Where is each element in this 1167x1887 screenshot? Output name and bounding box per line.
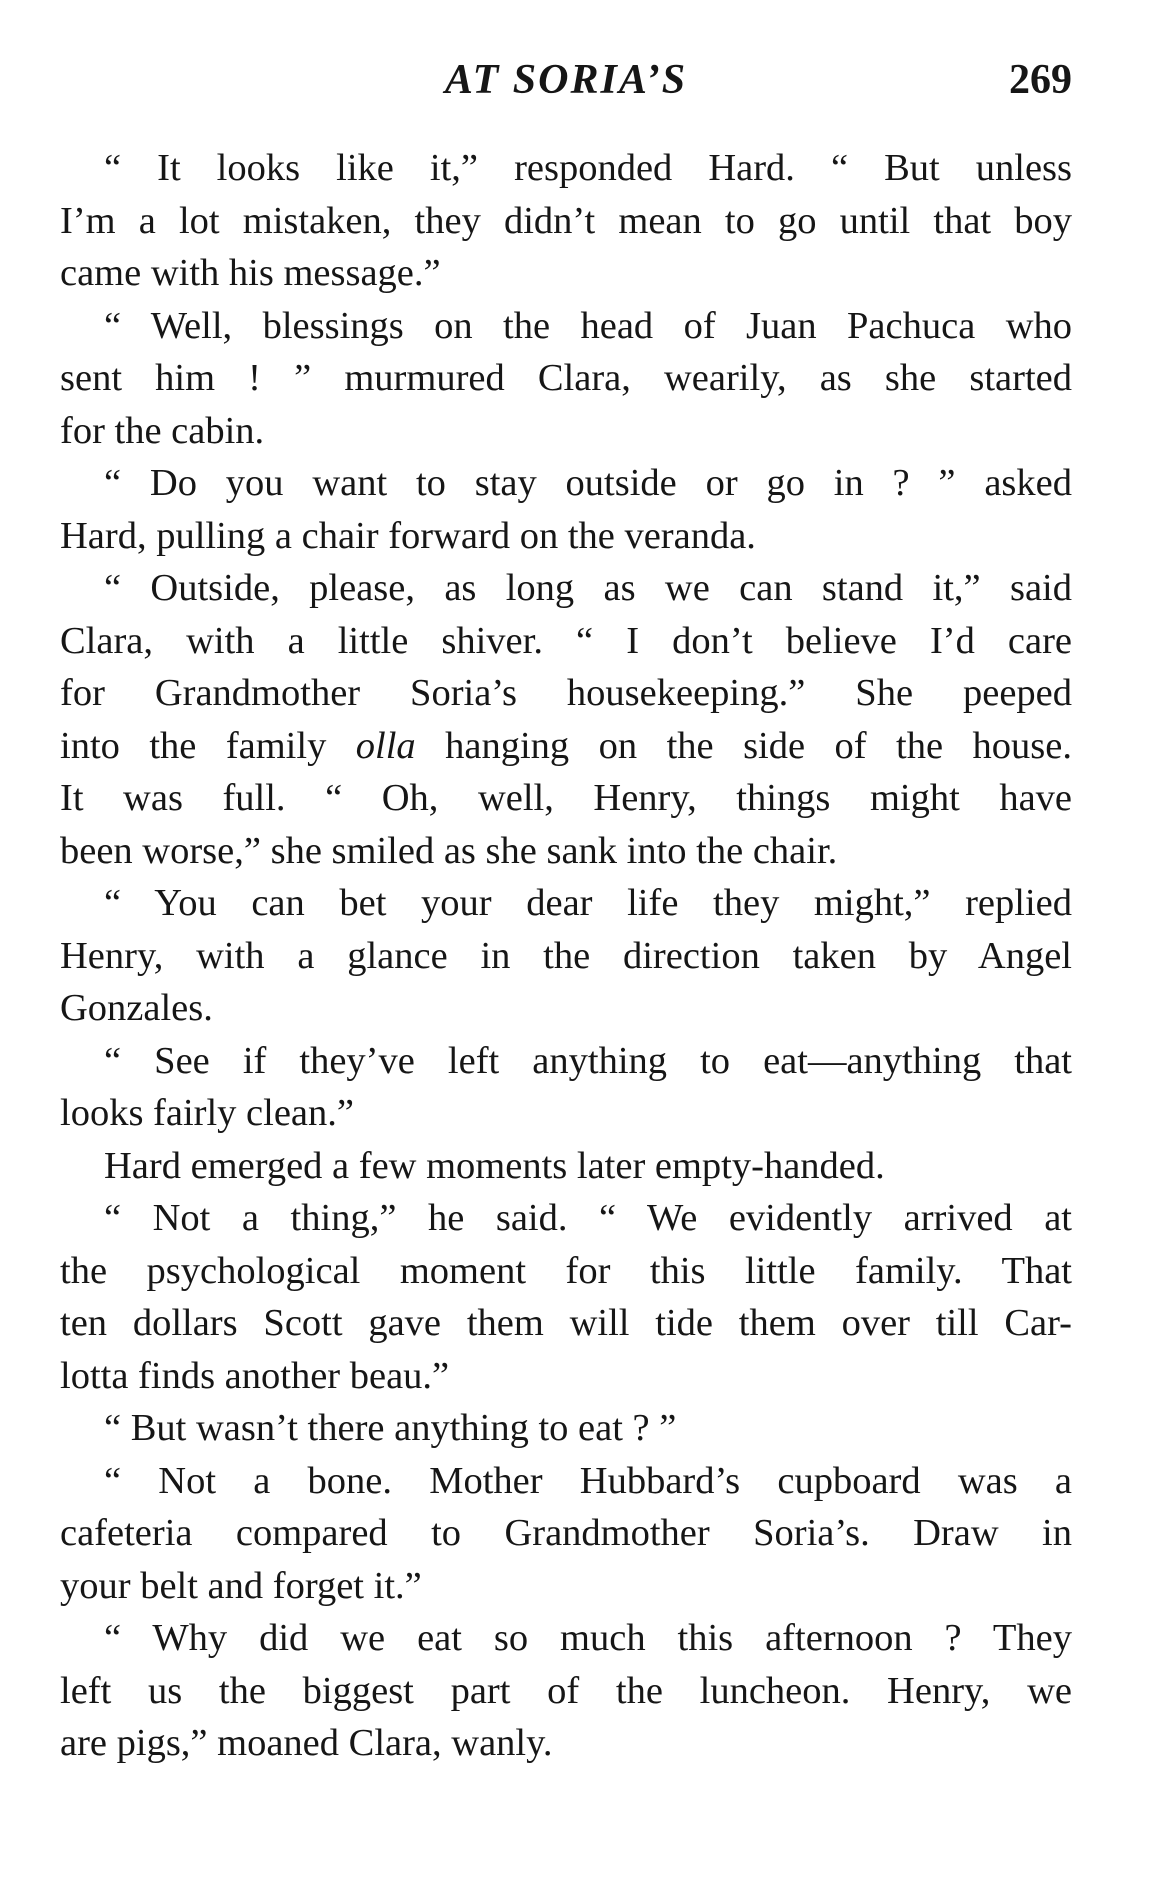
text-line: “ Not a thing,” he said. “ We evidently arrived at bbox=[104, 1197, 1072, 1239]
text-line: are pigs,” moaned Clara, wanly. bbox=[60, 1722, 553, 1764]
text-line: been worse,” she smiled as she sank into the chair. bbox=[60, 829, 838, 872]
text-line: sent him ! ” murmured Clara, wearily, as she started bbox=[60, 357, 1072, 399]
text-line: Clara, with a little shiver. “ I don’t believe I’d care bbox=[60, 619, 1072, 662]
paragraph bbox=[60, 562, 1072, 877]
text-line: “ Outside, please, as long as we can stand it,” said bbox=[104, 567, 1072, 609]
paragraph bbox=[60, 1140, 1072, 1193]
paragraph bbox=[60, 142, 1072, 300]
text-line: lotta finds another beau.” bbox=[60, 1354, 450, 1397]
text-line: for Grandmother Soria’s housekeeping.” She peeped bbox=[60, 672, 1072, 714]
paragraph bbox=[60, 1192, 1072, 1402]
text-line: It was full. “ Oh, well, Henry, things might have bbox=[60, 777, 1072, 819]
text-line: Hard, pulling a chair forward on the veranda. bbox=[60, 514, 756, 557]
paragraph bbox=[60, 300, 1072, 458]
text-line: ten dollars Scott gave them will tide them over till Car- bbox=[60, 1302, 1072, 1344]
text-line: left us the biggest part of the luncheon. Henry, we bbox=[60, 1669, 1072, 1712]
text-line: “ Well, blessings on the head of Juan Pachuca who bbox=[104, 304, 1072, 347]
text-line: “ Do you want to stay outside or go in ? ” asked bbox=[104, 462, 1072, 504]
text-line: “ But wasn’t there anything to eat ? ” bbox=[104, 1407, 677, 1449]
page-header bbox=[60, 48, 1072, 112]
text-line: your belt and forget it.” bbox=[60, 1564, 422, 1607]
paragraph bbox=[60, 1035, 1072, 1140]
page-number: 269 bbox=[1009, 57, 1072, 103]
paragraph bbox=[60, 877, 1072, 1035]
text-line: “ You can bet your dear life they might,” replied bbox=[104, 882, 1072, 924]
book-page bbox=[60, 48, 1072, 1770]
paragraph bbox=[60, 1455, 1072, 1613]
text-line: cafeteria compared to Grandmother Soria’s. Draw in bbox=[60, 1512, 1072, 1554]
text-line: Gonzales. bbox=[60, 987, 213, 1029]
italic-word: olla bbox=[355, 724, 416, 767]
text-line: “ See if they’ve left anything to eat—anything that bbox=[104, 1039, 1072, 1082]
paragraph bbox=[60, 1612, 1072, 1770]
text-line: “ Not a bone. Mother Hubbard’s cupboard was a bbox=[104, 1459, 1072, 1502]
text-line: looks fairly clean.” bbox=[60, 1092, 354, 1134]
text-line: for the cabin. bbox=[60, 409, 265, 452]
text-line: I’m a lot mistaken, they didn’t mean to go until that boy bbox=[60, 199, 1072, 242]
text-line: “ It looks like it,” responded Hard. “ But unless bbox=[104, 147, 1072, 189]
body-text bbox=[60, 142, 1072, 1770]
running-head-title: AT SORIA’S bbox=[444, 57, 688, 103]
text-line: into the family olla hanging on the side of the house. bbox=[60, 724, 1072, 767]
text-line: “ Why did we eat so much this afternoon ? They bbox=[104, 1617, 1072, 1659]
paragraph bbox=[60, 1402, 1072, 1455]
paragraph bbox=[60, 457, 1072, 562]
text-line: Henry, with a glance in the direction taken by Angel bbox=[60, 934, 1072, 977]
text-line: came with his message.” bbox=[60, 252, 441, 294]
text-line: Hard emerged a few moments later empty-handed. bbox=[104, 1144, 885, 1187]
text-line: the psychological moment for this little family. That bbox=[60, 1249, 1072, 1292]
